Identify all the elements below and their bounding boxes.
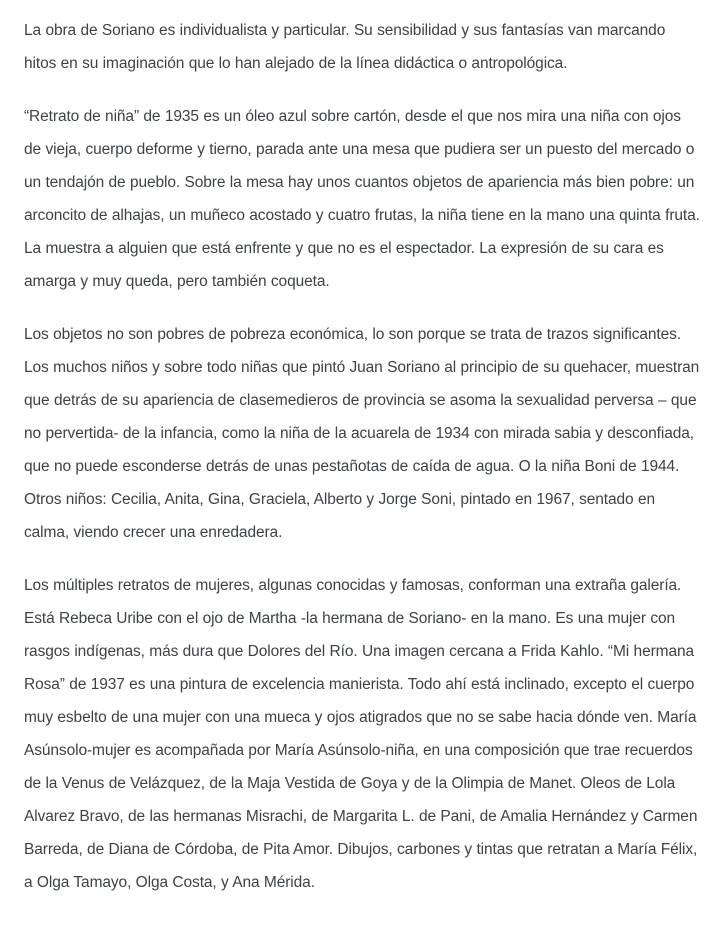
paragraph-intro: La obra de Soriano es individualista y particular. Su sensibilidad y sus fantasías van marcando hitos en su imaginación que lo han alejado de la línea didáctica o antropológica.	[24, 22, 666, 72]
paragraph-retrato-de-nina: “Retrato de niña” de 1935 es un óleo azul sobre cartón, desde el que nos mira una niña con ojos de vieja, cuerpo deforme y tierno, parada ante una mesa que pudiera ser un puesto del mercado o un tendajón de pueblo. Sobre la mesa hay unos cuantos objetos de apariencia más bien pobre: un arconcito de alhajas, un muñeco acostado y cuatro frutas, la niña tiene en la mano una quinta fruta. La muestra a alguien que está enfrente y que no es el espectador. La expresión de su cara es amarga y muy queda, pero también coqueta.	[24, 108, 700, 290]
paragraph-retratos-de-mujeres: Los múltiples retratos de mujeres, algunas conocidas y famosas, conforman una extraña galería. Está Rebeca Uribe con el ojo de Martha -la hermana de Soriano- en la mano. Es una mujer con rasgos indígenas, más dura que Dolores del Río. Una imagen cercana a Frida Kahlo. “Mi hermana Rosa” de 1937 es una pintura de excelencia manierista. Todo ahí está inclinado, excepto el cuerpo muy esbelto de una mujer con una mueca y ojos atigrados que no se sabe hacia dónde ven. María Asúnsolo-mujer es acompañada por María Asúnsolo-niña, en una composición que trae recuerdos de la Venus de Velázquez, de la Maja Vestida de Goya y de la Olimpia de Manet. Oleos de Lola Alvarez Bravo, de las hermanas Misrachi, de Margarita L. de Pani, de Amalia Hernández y Carmen Barreda, de Diana de Córdoba, de Pita Amor. Dibujos, carbones y tintas que retratan a María Félix, a Olga Tamayo, Olga Costa, y Ana Mérida.	[24, 577, 698, 891]
paragraph-objetos-significantes: Los objetos no son pobres de pobreza económica, lo son porque se trata de trazos significantes. Los muchos niños y sobre todo niñas que pintó Juan Soriano al principio de su quehacer, muestran que detrás de su apariencia de clasemedieros de provincia se asoma la sexualidad perversa – que no pervertida- de la infancia, como la niña de la acuarela de 1934 con mirada sabia y desconfiada, que no puede esconderse detrás de unas pestañotas de caída de agua. O la niña Boni de 1944. Otros niños: Cecilia, Anita, Gina, Graciela, Alberto y Jorge Soni, pintado en 1967, sentado en calma, viendo crecer una enredadera.	[24, 326, 700, 541]
